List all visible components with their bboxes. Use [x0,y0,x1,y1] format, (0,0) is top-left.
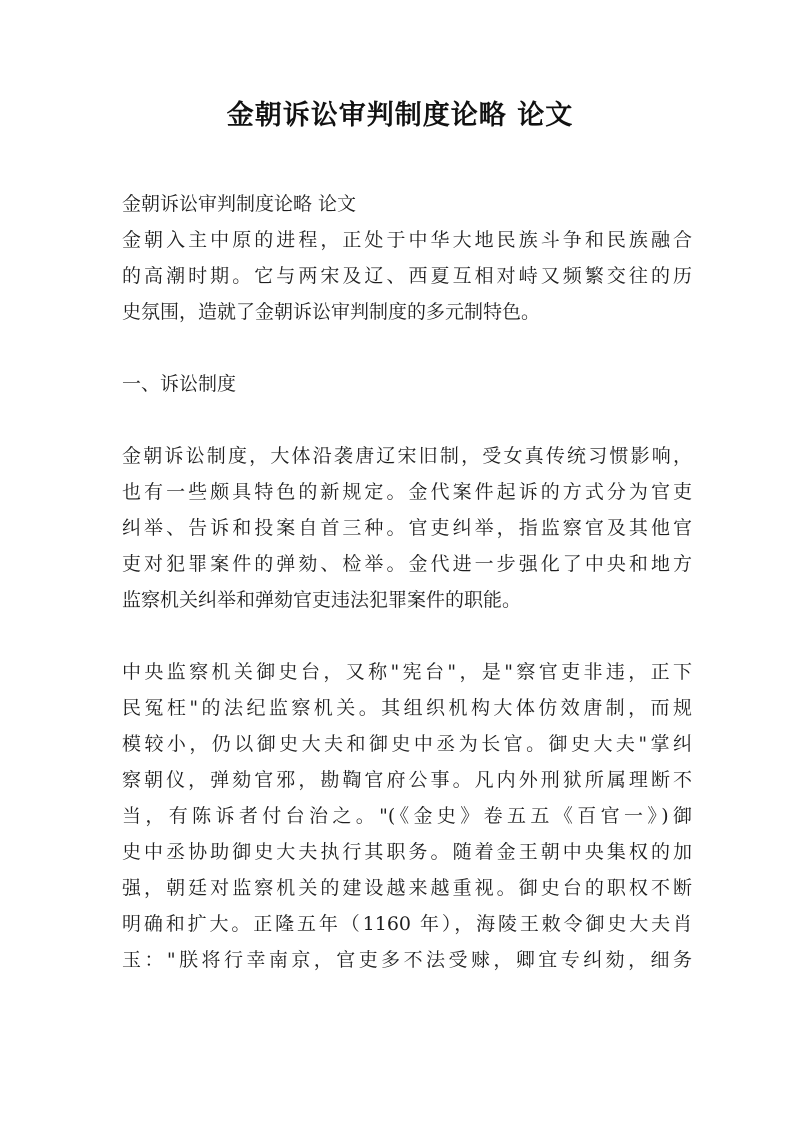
paragraph1-line: 也有一些颇具特色的新规定。金代案件起诉的方式分为官吏 [122,481,692,503]
paragraph1-line: 金朝诉讼制度，大体沿袭唐辽宋旧制，受女真传统习惯影响， [122,445,692,467]
paragraph-gap [122,618,692,654]
intro-line: 金朝入主中原的进程，正处于中华大地民族斗争和民族融合 [122,229,692,251]
paragraph-gap [122,330,692,366]
paragraph2-line: 强，朝廷对监察机关的建设越来越重视。御史台的职权不断 [122,877,692,899]
paragraph2-line: 史中丞协助御史大夫执行其职务。随着金王朝中央集权的加 [122,841,692,863]
paragraph2-line: 察朝仪，弹劾官邪，勘鞫官府公事。凡内外刑狱所属理断不 [122,769,692,791]
document-subtitle: 金朝诉讼审判制度论略 论文 [122,193,357,215]
paragraph1-line: 纠举、告诉和投案自首三种。官吏纠举，指监察官及其他官 [122,517,692,539]
paragraph1-line: 吏对犯罪案件的弹劾、检举。金代进一步强化了中央和地方 [122,553,692,575]
paragraph-gap [122,402,692,438]
section-heading: 一、诉讼制度 [122,373,237,395]
document-body [122,186,692,978]
paragraph2-line: 中央监察机关御史台，又称"宪台"，是"察官吏非违，正下 [122,661,692,683]
paragraph2-line: 民冤枉"的法纪监察机关。其组织机构大体仿效唐制，而规 [122,697,692,719]
paragraph2-line: 模较小，仍以御史大夫和御史中丞为长官。御史大夫"掌纠 [122,733,692,755]
intro-line: 史氛围，造就了金朝诉讼审判制度的多元制特色。 [122,301,541,323]
paragraph2-line: 玉："朕将行幸南京，官吏多不法受赇，卿宜专纠劾，细务 [122,949,692,971]
paragraph2-line: 明确和扩大。正隆五年（1160 年），海陵王敕令御史大夫肖 [122,913,692,935]
document-title: 金朝诉讼审判制度论略 论文 [226,100,574,131]
paragraph1-line: 监察机关纠举和弹劾官吏违法犯罪案件的职能。 [122,589,522,611]
paragraph2-line: 当，有陈诉者付台治之。"(《金史》卷五五《百官一》)御 [122,805,692,827]
intro-line: 的高潮时期。它与两宋及辽、西夏互相对峙又频繁交往的历 [122,265,692,287]
